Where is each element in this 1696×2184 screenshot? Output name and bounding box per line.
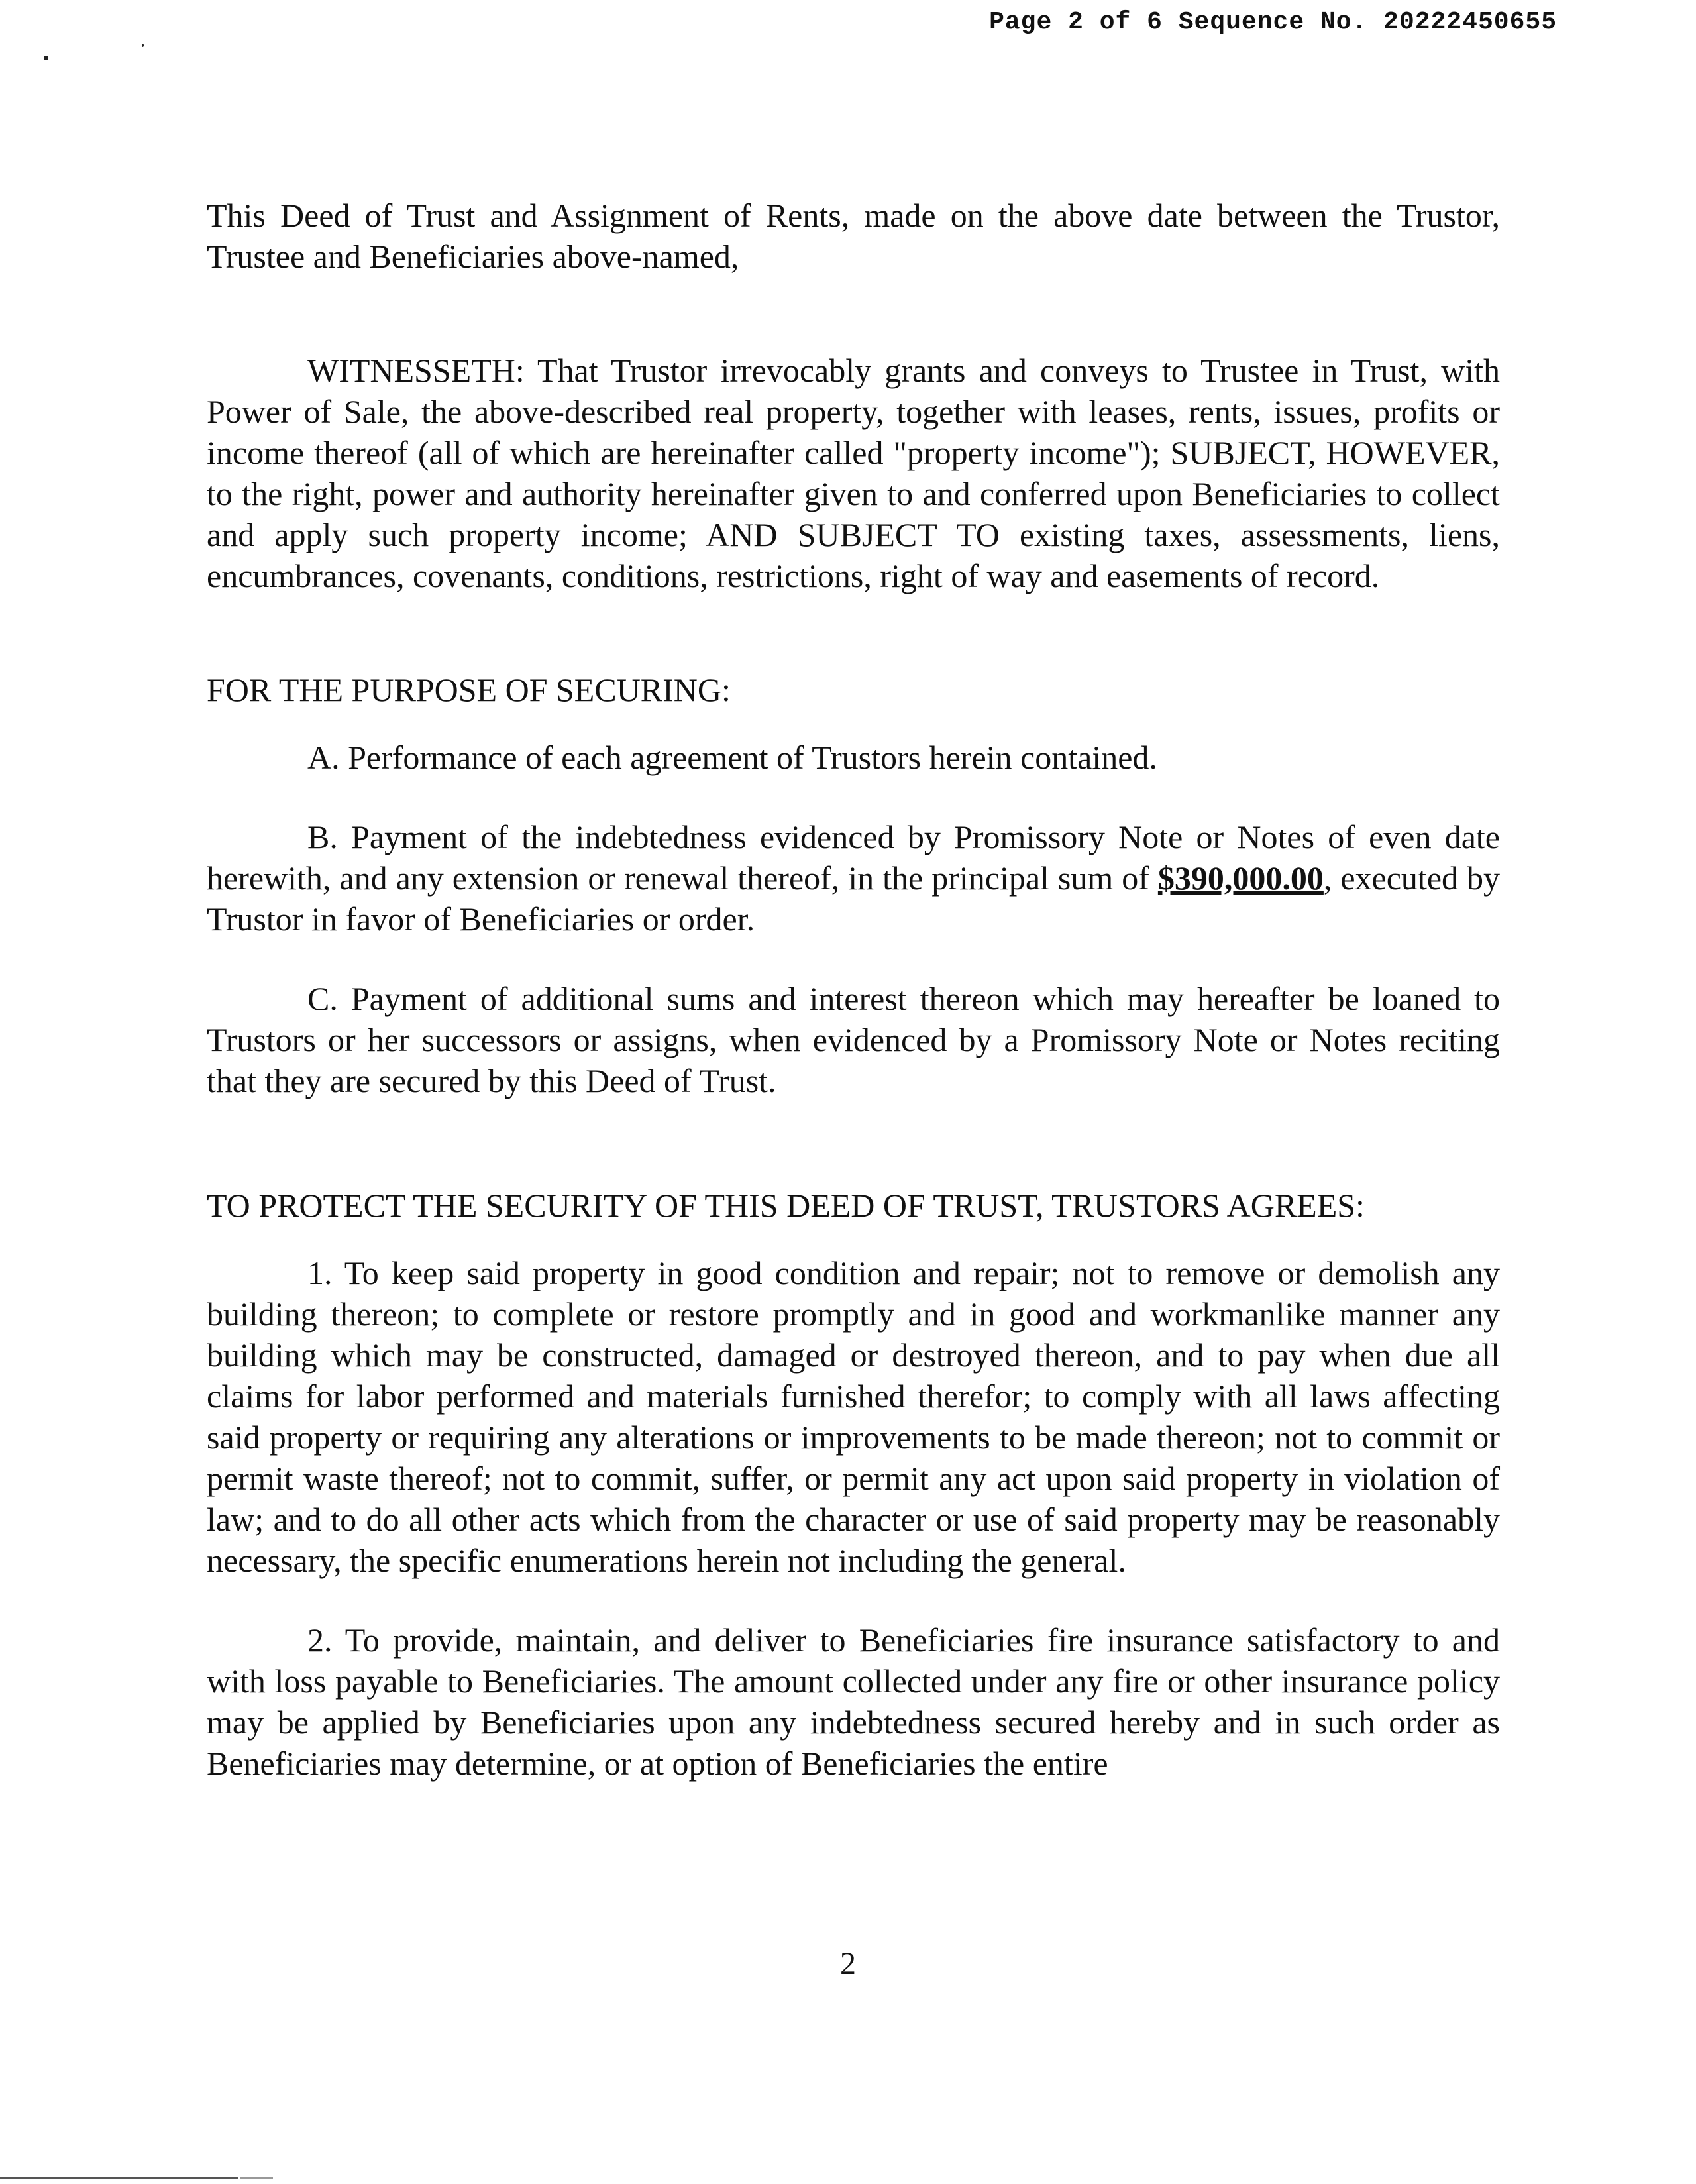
- footer-rule-fragment: [240, 2177, 273, 2179]
- item-2: 2. To provide, maintain, and deliver to Beneficiaries fire insurance satisfactory to and with loss payable to Beneficiaries. The amount collected under any fire or other insurance policy may be applied by Beneficiaries upon any indebtedness secured hereby and in such order as Beneficiaries may determine, or at option of Beneficiaries the entire: [207, 1621, 1500, 1782]
- scan-speck: [44, 56, 48, 60]
- principal-amount: $390,000.00: [1157, 859, 1324, 897]
- page-number: 2: [840, 1946, 856, 1981]
- scan-speck: [142, 44, 144, 47]
- intro-paragraph: This Deed of Trust and Assignment of Rents, made on the above date between the Trustor, Trustee and Beneficiaries above-named,: [207, 197, 1500, 275]
- footer-rule: [0, 2177, 238, 2179]
- witnesseth-paragraph: WITNESSETH: That Trustor irrevocably grants and conveys to Trustee in Trust, with Power of Sale, the above-described real property, together with leases, rents, issues, profits or income thereof (all of which are hereinafter called "property income"); SUBJECT, HOWEVER, to the right, power and authority hereinafter given to and conferred upon Beneficiaries to collect and apply such property income; AND SUBJECT TO existing taxes, assessments, liens, encumbrances, covenants, conditions, restrictions, right of way and easements of record.: [207, 352, 1500, 594]
- purpose-heading: FOR THE PURPOSE OF SECURING:: [207, 671, 731, 708]
- item-b: [207, 816, 1500, 940]
- item-b-text: B. Payment of the indebtedness evidenced by Promissory Note or Notes of even date herewith, and any extension or renewal thereof, in the principal sum of: [207, 818, 1500, 897]
- protect-heading: TO PROTECT THE SECURITY OF THIS DEED OF TRUST, TRUSTORS AGREES:: [207, 1187, 1365, 1224]
- item-b-tail: , executed by Trustor in favor of Beneficiaries or order.: [207, 859, 1501, 938]
- document-body: [207, 195, 1500, 1784]
- item-c: C. Payment of additional sums and interest thereon which may hereafter be loaned to Trustors or her successors or assigns, when evidenced by a Promissory Note or Notes reciting that they are secured by this Deed of Trust.: [207, 980, 1500, 1099]
- item-a: A. Performance of each agreement of Trustors herein contained.: [307, 739, 1157, 776]
- item-1: 1. To keep said property in good condition and repair; not to remove or demolish any building thereon; to complete or restore promptly and in good and workmanlike manner any building which may be constructed, damaged or destroyed thereon, and to pay when due all claims for labor performed and materials furnished therefor; to comply with all laws affecting said property or requiring any alterations or improvements to be made thereon; not to commit or permit waste thereof; not to commit, suffer, or permit any act upon said property in violation of law; and to do all other acts which from the character or use of said property may be reasonably necessary, the specific enumerations herein not including the general.: [207, 1254, 1500, 1579]
- page-header: Page 2 of 6 Sequence No. 20222450655: [989, 8, 1557, 36]
